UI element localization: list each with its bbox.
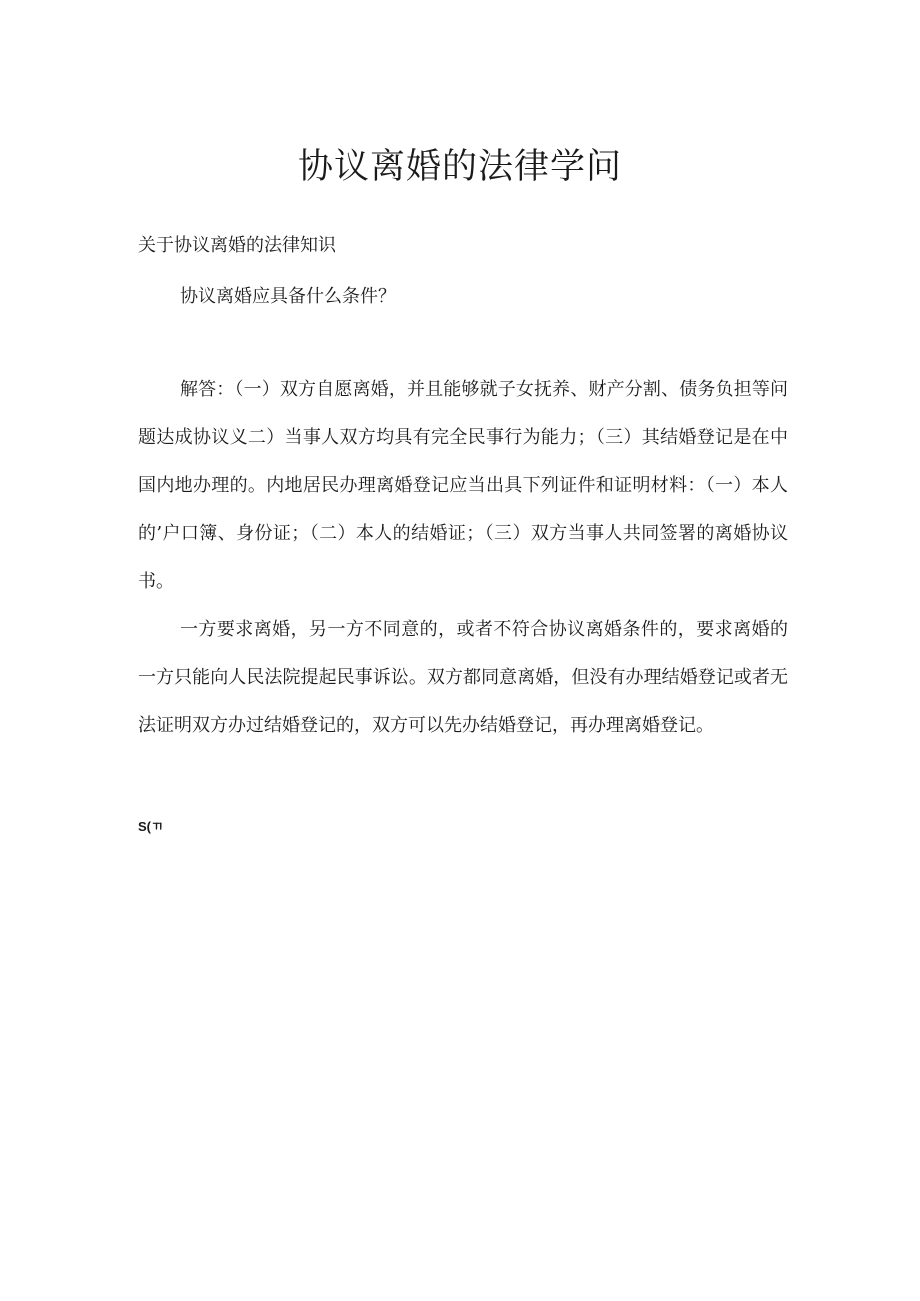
question-heading: 协议离婚应具备什么条件？ xyxy=(180,286,396,307)
answer-paragraph: 解答：（一）双方自愿离婚，并且能够就子女抚养、财产分割、债务负担等问题达成协议义二）当事人双方均具有完全民事行为能力；（三）其结婚登记是在中国内地办理的。内地居民办理离婚登记应当出具下列证件和证明材料：（一）本人的’户口簿、身份证；（二）本人的结婚证；（三）双方当事人共同签署的离婚协议书。 xyxy=(138,379,788,592)
document-title: 协议离婚的法律学问 xyxy=(297,147,622,187)
note-paragraph: 一方要求离婚，另一方不同意的，或者不符合协议离婚条件的，要求离婚的一方只能向人民法院提起民事诉讼。双方都同意离婚，但没有办理结婚登记或者无法证明双方办过结婚登记的，双方可以先办结婚登记，再办理离婚登记。 xyxy=(138,619,788,736)
footer-mark: S(ㄲ xyxy=(138,819,164,834)
document-subtitle: 关于协议离婚的法律知识 xyxy=(138,235,336,256)
